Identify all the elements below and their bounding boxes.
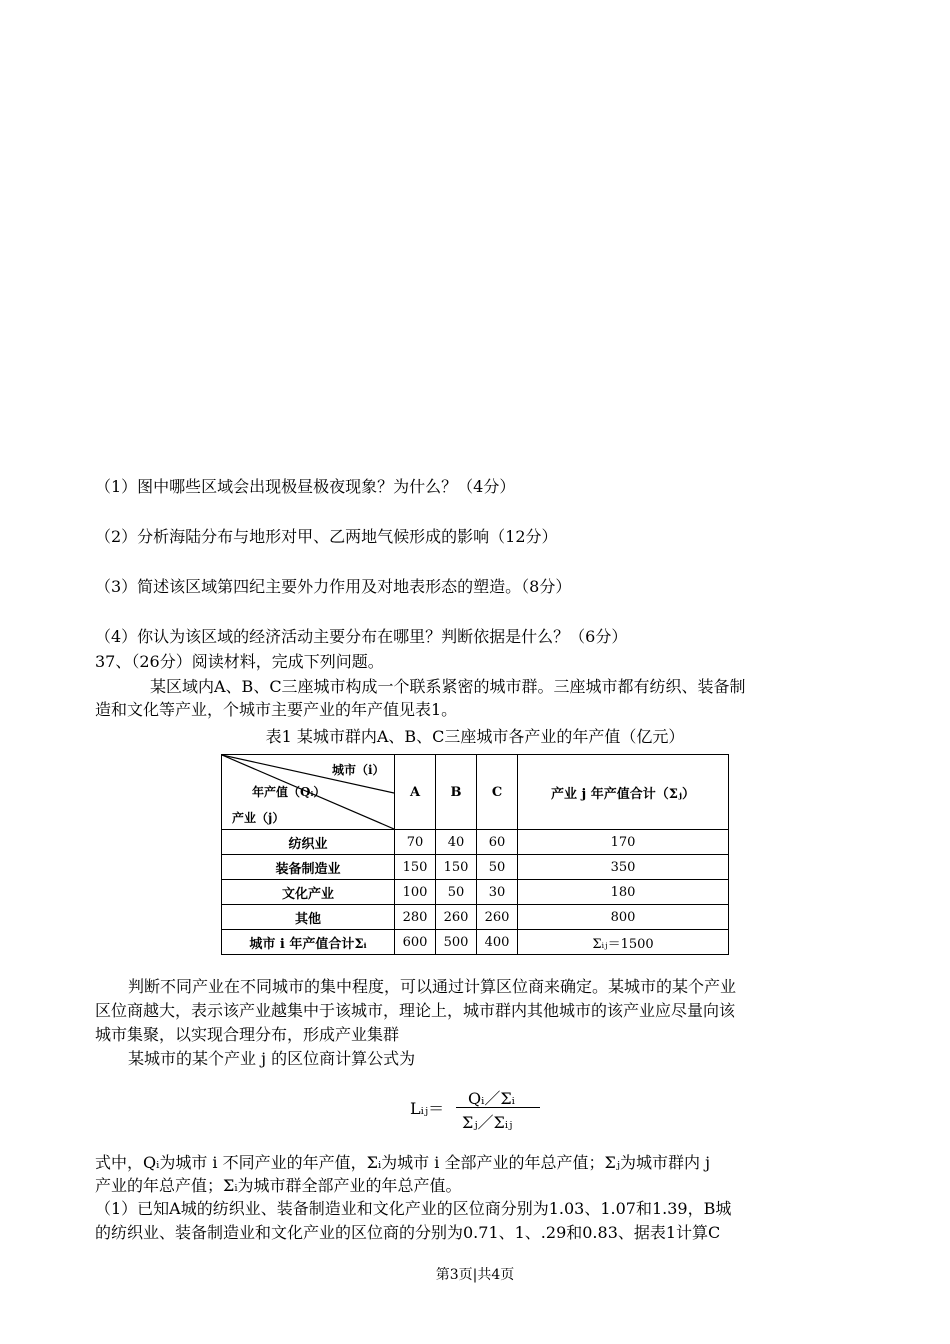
cell-total: 800 [518, 905, 729, 930]
cell-total: 350 [518, 855, 729, 880]
cell-c: 30 [477, 880, 518, 905]
question-37-heading: 37、（26分）阅读材料，完成下列问题。 [95, 652, 384, 671]
col-header-a: A [395, 755, 436, 830]
cell-c: 400 [477, 930, 518, 955]
explanation-line-1: 判断不同产业在不同城市的集中程度，可以通过计算区位商来确定。某城市的某个产业 [128, 977, 737, 996]
table-row [222, 930, 729, 955]
diagonal-header-cell [222, 755, 395, 830]
row-label: 其他 [222, 905, 395, 930]
cell-total: 180 [518, 880, 729, 905]
definition-line-1: 式中，Qᵢ为城市 i 不同产业的年产值，Σᵢ为城市 i 全部产业的年总产值；Σⱼ为城市群内 j [95, 1153, 711, 1172]
definition-line-2: 产业的年总产值；Σᵢ为城市群全部产业的年总产值。 [95, 1176, 462, 1195]
diag-city-label: 城市（i） [332, 763, 385, 777]
table-row [222, 905, 729, 930]
explanation-line-2: 区位商越大，表示该产业越集中于该城市，理论上，城市群内其他城市的该产业应尽量向该 [95, 1001, 736, 1020]
row-label: 城市 i 年产值合计Σᵢ [222, 930, 395, 955]
intro-line-1: 某区域内A、B、C三座城市构成一个联系紧密的城市群。三座城市都有纺织、装备制 [150, 677, 746, 696]
page-footer: 第3页|共4页 [435, 1267, 515, 1283]
table-row [222, 830, 729, 855]
cell-b: 260 [436, 905, 477, 930]
diag-industry-label: 产业（j） [232, 811, 285, 825]
cell-b: 40 [436, 830, 477, 855]
formula-lhs: Lᵢⱼ＝ [410, 1099, 445, 1118]
sub-question-line-1: （1）已知A城的纺织业、装备制造业和文化产业的区位商分别为1.03、1.07和1.39，B城 [95, 1199, 732, 1218]
cell-total: 170 [518, 830, 729, 855]
table-header-row [222, 755, 729, 830]
question-4: （4）你认为该区域的经济活动主要分布在哪里？判断依据是什么？（6分） [95, 627, 628, 646]
cell-a: 600 [395, 930, 436, 955]
cell-total: Σᵢⱼ＝1500 [518, 930, 729, 955]
formula-numerator: Qᵢ／Σᵢ [468, 1089, 515, 1108]
cell-a: 70 [395, 830, 436, 855]
table-caption: 表1 某城市群内A、B、C三座城市各产业的年产值（亿元） [265, 727, 685, 746]
cell-b: 50 [436, 880, 477, 905]
cell-a: 280 [395, 905, 436, 930]
row-label: 文化产业 [222, 880, 395, 905]
sub-question-line-2: 的纺织业、装备制造业和文化产业的区位商的分别为0.71、1、.29和0.83、据表1计算C [95, 1223, 721, 1242]
diag-value-label: 年产值（Qᵢ） [252, 785, 326, 799]
formula-denominator: Σⱼ／Σᵢⱼ [462, 1113, 513, 1132]
cell-a: 100 [395, 880, 436, 905]
cell-c: 260 [477, 905, 518, 930]
table-row [222, 855, 729, 880]
cell-c: 60 [477, 830, 518, 855]
cell-b: 500 [436, 930, 477, 955]
col-header-c: C [477, 755, 518, 830]
output-value-table [221, 754, 729, 955]
row-label: 纺织业 [222, 830, 395, 855]
col-header-total: 产业 j 年产值合计（Σⱼ） [518, 755, 729, 830]
cell-a: 150 [395, 855, 436, 880]
question-1: （1）图中哪些区域会出现极昼极夜现象？为什么？（4分） [95, 477, 516, 496]
explanation-line-3: 城市集聚，以实现合理分布，形成产业集群 [95, 1025, 400, 1044]
formula-intro: 某城市的某个产业 j 的区位商计算公式为 [128, 1049, 416, 1068]
question-3: （3）简述该区域第四纪主要外力作用及对地表形态的塑造。（8分） [95, 577, 572, 596]
cell-b: 150 [436, 855, 477, 880]
question-2: （2）分析海陆分布与地形对甲、乙两地气候形成的影响（12分） [95, 527, 558, 546]
table-row [222, 880, 729, 905]
fraction-bar [456, 1107, 540, 1108]
col-header-b: B [436, 755, 477, 830]
row-label: 装备制造业 [222, 855, 395, 880]
cell-c: 50 [477, 855, 518, 880]
intro-line-2: 造和文化等产业，个城市主要产业的年产值见表1。 [95, 700, 458, 719]
